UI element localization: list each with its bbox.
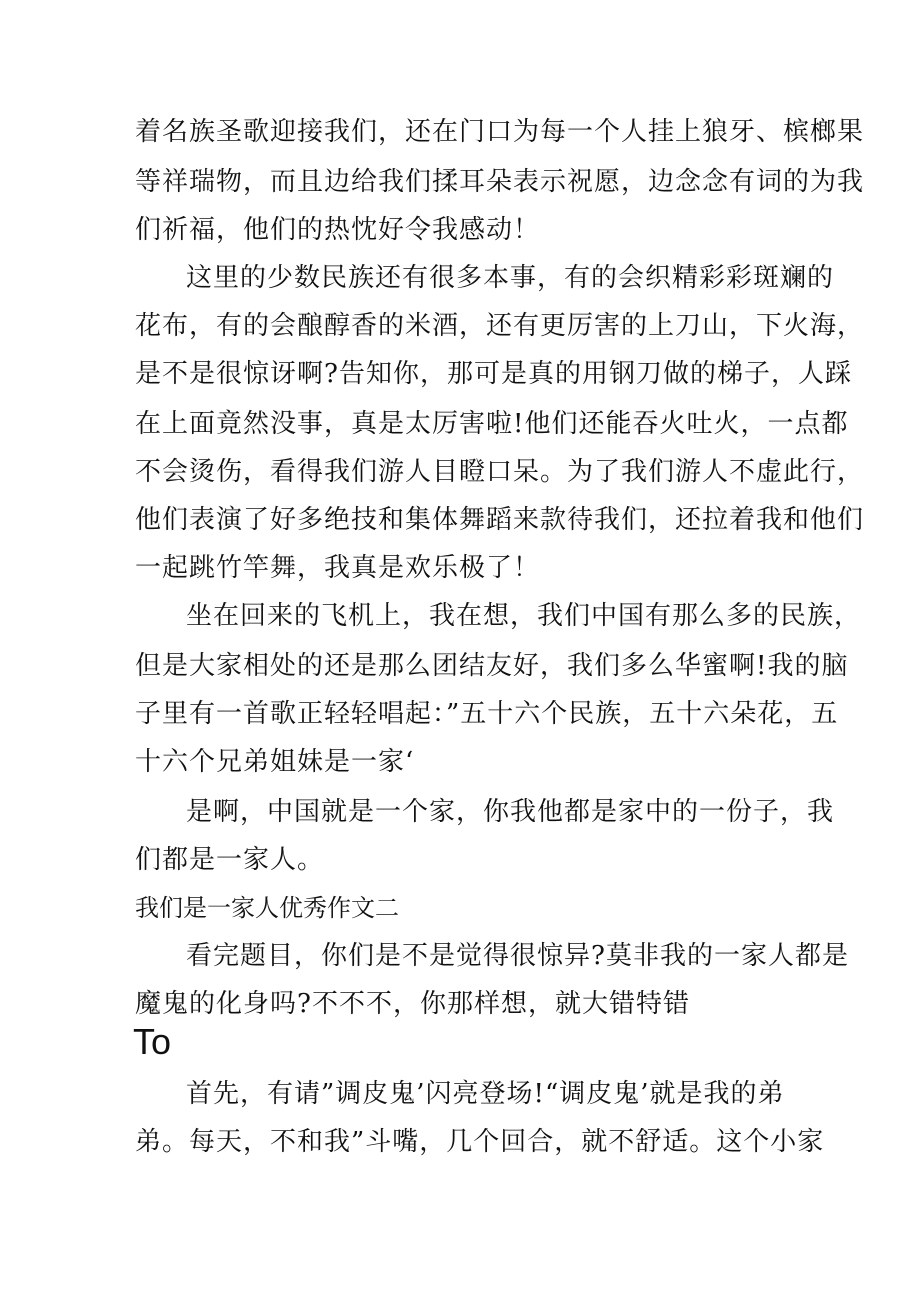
paragraph-5-line-1: 看完题目，你们是不是觉得很惊异?莫非我的一家人都是 [186, 941, 849, 971]
paragraph-6-line-1: 首先，有请”调皮鬼’闪亮登场!“调皮鬼’就是我的弟 [186, 1079, 785, 1109]
paragraph-2-line-7: 一起跳竹竿舞，我真是欢乐极了！ [135, 553, 541, 583]
paragraph-2-line-6: 他们表演了好多绝技和集体舞蹈来款待我们，还拉着我和他们 [135, 505, 865, 535]
paragraph-3-line-3: 子里有一首歌正轻轻唱起：”五十六个民族，五十六朵花，五 [135, 699, 839, 729]
paragraph-2-line-3: 是不是很惊讶啊?告知你，那可是真的用钢刀做的梯子，人踩 [135, 359, 852, 389]
paragraph-4-line-2: 们都是一家人。 [135, 845, 325, 875]
stray-latin-text: To [133, 1021, 172, 1062]
paragraph-1-line-3: 们祈福，他们的热忱好令我感动！ [135, 215, 541, 245]
paragraph-2-line-2: 花布，有的会酿醇香的米酒，还有更厉害的上刀山，下火海， [135, 311, 865, 341]
paragraph-5-line-2: 魔鬼的化身吗?不不不，你那样想，就大错特错 [135, 989, 690, 1019]
paragraph-3-line-1: 坐在回来的飞机上，我在想，我们中国有那么多的民族， [186, 601, 862, 631]
paragraph-3-line-4: 十六个兄弟姐妹是一家‘ [135, 747, 415, 777]
paragraph-1-line-1: 着名族圣歌迎接我们，还在门口为每一个人挂上狼牙、槟榔果 [135, 117, 865, 147]
paragraph-1-line-2: 等祥瑞物，而且边给我们揉耳朵表示祝愿，边念念有词的为我 [135, 167, 865, 197]
paragraph-2-line-4: 在上面竟然没事，真是太厉害啦!他们还能吞火吐火，一点都 [135, 409, 849, 439]
paragraph-2-line-5: 不会烫伤，看得我们游人目瞪口呆。为了我们游人不虚此行， [135, 457, 865, 487]
paragraph-6-line-2: 弟。每天，不和我”斗嘴，几个回合，就不舒适。这个小家 [135, 1127, 825, 1157]
paragraph-2-line-1: 这里的少数民族还有很多本事，有的会织精彩彩斑斓的 [186, 263, 835, 293]
section-heading: 我们是一家人优秀作文二 [135, 894, 399, 922]
paragraph-4-line-1: 是啊，中国就是一个家，你我他都是家中的一份子，我 [186, 797, 835, 827]
paragraph-3-line-2: 但是大家相处的还是那么团结友好，我们多么华蜜啊!我的脑 [135, 651, 849, 681]
